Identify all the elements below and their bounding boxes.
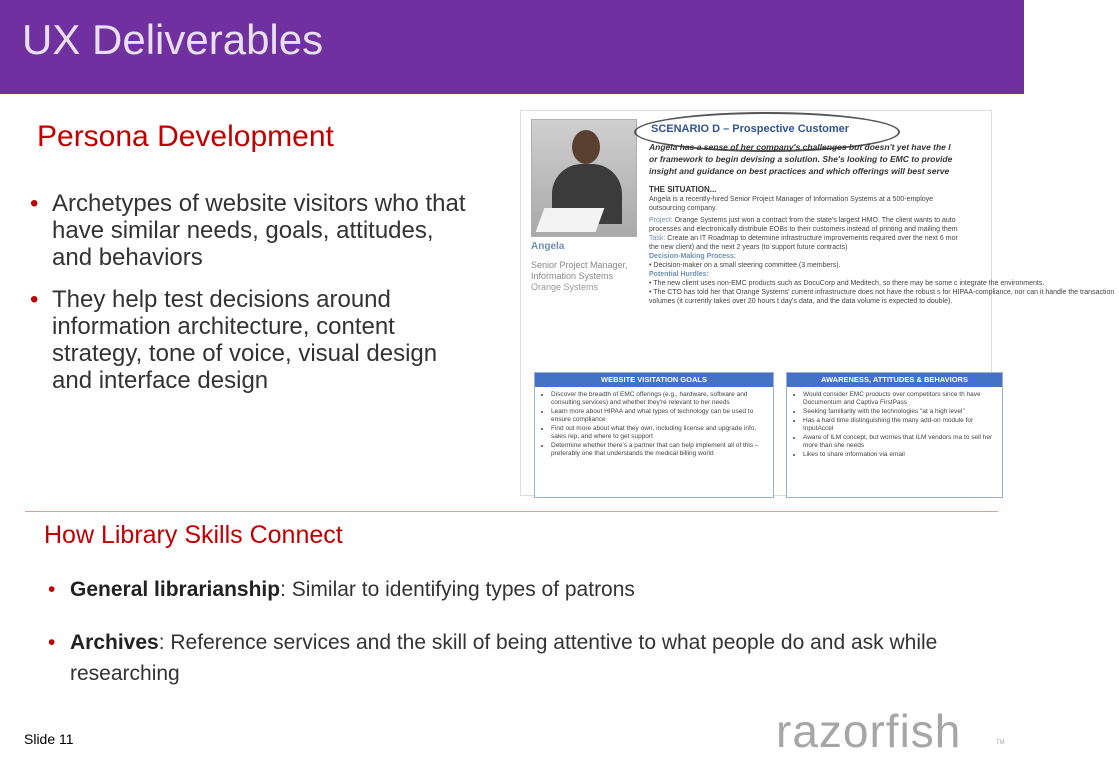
situation-text: Angela is a recently-hired Senior Project Manager of Information Systems at a 500-employe outsourcing company. Project: Orange Systems just won a contract from the state's largest HMO. The client wants to auto processes and electronically distribute EOBs to their customers instead of printing and mailing them Task: Create an IT Roadmap to determine infrastructure improvements required over the next 6 mor the new client) and the next 2 years (to support future contracts) Decision-Making Process: • Decision-maker on a small steering committee (3 members). Potential Hurdles: • The new client uses non-EMC products such as DocuCorp and Meditech, so there may be some c integrate the environments. • The CTO has told her that Orange Systems' current infrastructure does not have the robust s for HIPAA-compliance, nor can it handle the transaction volumes (it currently takes over 20 hours t day's data, and the data volume is expected to double). xyxy=(649,196,1115,305)
attitudes-card-title: AWARENESS, ATTITUDES & BEHAVIORS xyxy=(787,373,1002,387)
goals-card xyxy=(534,372,774,498)
persona-photo xyxy=(531,119,637,237)
situation-heading: THE SITUATION... xyxy=(649,185,717,194)
bullet-bold-term: General librarianship xyxy=(70,578,281,601)
quote-line: Angela has a sense of her company's challenges but doesn't yet have the l xyxy=(649,142,951,152)
hurdle-item: The CTO has told her that Orange Systems' current infrastructure does not have the robust s for HIPAA-compliance, nor can it handle the transaction volumes (it currently takes over 20 hours t day's data, and the data volume is expected to double). xyxy=(649,289,1115,305)
task-line: the new client) and the next 2 years (to support future contracts) xyxy=(649,244,848,251)
slide-number: Slide 11 xyxy=(24,731,74,747)
list-item: • Has a hard time distinguishing the many add-on module for InputAccel xyxy=(803,417,998,433)
section-divider xyxy=(25,511,998,512)
attitudes-list xyxy=(787,391,1002,459)
list-item: • Discover the breadth of EMC offerings (e.g., hardware, software and consulting services) and whether they're relevant to her needs xyxy=(551,391,769,407)
bullet-dot: • xyxy=(30,286,39,313)
bullet-item xyxy=(48,627,988,689)
persona-company: Orange Systems xyxy=(531,282,599,292)
bullet-item xyxy=(48,574,988,605)
list-item: • Determine whether there's a partner that can help implement all of this – preferably one that understands the medical billing world xyxy=(551,442,769,458)
decision-item: Decision-maker on a small steering committee (3 members). xyxy=(653,262,841,269)
persona-role: Senior Project Manager, Information Systems xyxy=(531,260,628,281)
slide-title: UX Deliverables xyxy=(22,16,324,63)
bullet-item xyxy=(30,190,470,271)
library-bullet-list xyxy=(48,574,988,711)
trademark-mark: TM xyxy=(996,740,1005,746)
bullet-bold-term: Archives xyxy=(70,631,159,654)
bullet-text: : Similar to identifying types of patrons xyxy=(280,578,635,601)
bullet-item xyxy=(30,286,470,394)
persona-bullet-list xyxy=(30,190,470,409)
project-label: Project: xyxy=(649,217,673,224)
razorfish-logo: razorfish xyxy=(776,705,962,757)
project-line: processes and electronically distribute EOBs to their customers instead of printing and mailing them xyxy=(649,226,958,233)
quote-line: insight and guidance on best practices and which offerings will best serve xyxy=(649,166,950,176)
list-item: • Would consider EMC products over competitors since th have Documentum and Captiva FirstPass xyxy=(803,391,998,407)
bullet-text: Archetypes of website visitors who that have similar needs, goals, attitudes, and behaviors xyxy=(52,190,466,271)
bullet-text: They help test decisions around information architecture, content strategy, tone of voice, visual design and interface design xyxy=(52,286,438,394)
attitudes-card xyxy=(786,372,1003,498)
situation-line: outsourcing company. xyxy=(649,205,717,212)
situation-line: Angela is a recently-hired Senior Project Manager of Information Systems at a 500-employe xyxy=(649,196,934,203)
bullet-text: : Reference services and the skill of being attentive to what people do and ask while researching xyxy=(70,631,938,685)
list-item: • Find out more about what they own, including license and upgrade info, sales rep, and where to get support xyxy=(551,425,769,441)
list-item: • Likes to share information via email xyxy=(803,451,998,459)
section-heading-library: How Library Skills Connect xyxy=(44,521,343,549)
decision-heading: Decision-Making Process: xyxy=(649,253,737,260)
task-line: Create an IT Roadmap to determine infrastructure improvements required over the next 6 mor xyxy=(667,235,958,242)
persona-document-image xyxy=(520,110,1115,496)
section-heading-persona: Persona Development xyxy=(37,120,334,153)
persona-quote xyxy=(649,141,994,177)
bullet-dot: • xyxy=(48,631,56,654)
list-item: • Seeking familiarity with the technologies "at a high level" xyxy=(803,408,998,416)
persona-name: Angela xyxy=(531,241,565,252)
hurdles-heading: Potential Hurdles: xyxy=(649,271,709,278)
goals-card-title: WEBSITE VISITATION GOALS xyxy=(535,373,773,387)
goals-list xyxy=(535,391,773,458)
hurdle-item: The new client uses non-EMC products such as DocuCorp and Meditech, so there may be some c integrate the environments. xyxy=(653,280,1045,287)
project-line: Orange Systems just won a contract from the state's largest HMO. The client wants to auto xyxy=(674,217,956,224)
quote-line: or framework to begin devising a solution. She's looking to EMC to provide xyxy=(649,154,953,164)
bullet-dot: • xyxy=(48,578,56,601)
bullet-dot: • xyxy=(30,190,39,217)
task-label: Task: xyxy=(649,235,666,242)
list-item: • Aware of ILM concept, but worries that ILM vendors ma to sell her more than she needs xyxy=(803,434,998,450)
scenario-title: SCENARIO D – Prospective Customer xyxy=(651,123,850,135)
list-item: • Learn more about HIPAA and what types of technology can be used to ensure compliance xyxy=(551,408,769,424)
